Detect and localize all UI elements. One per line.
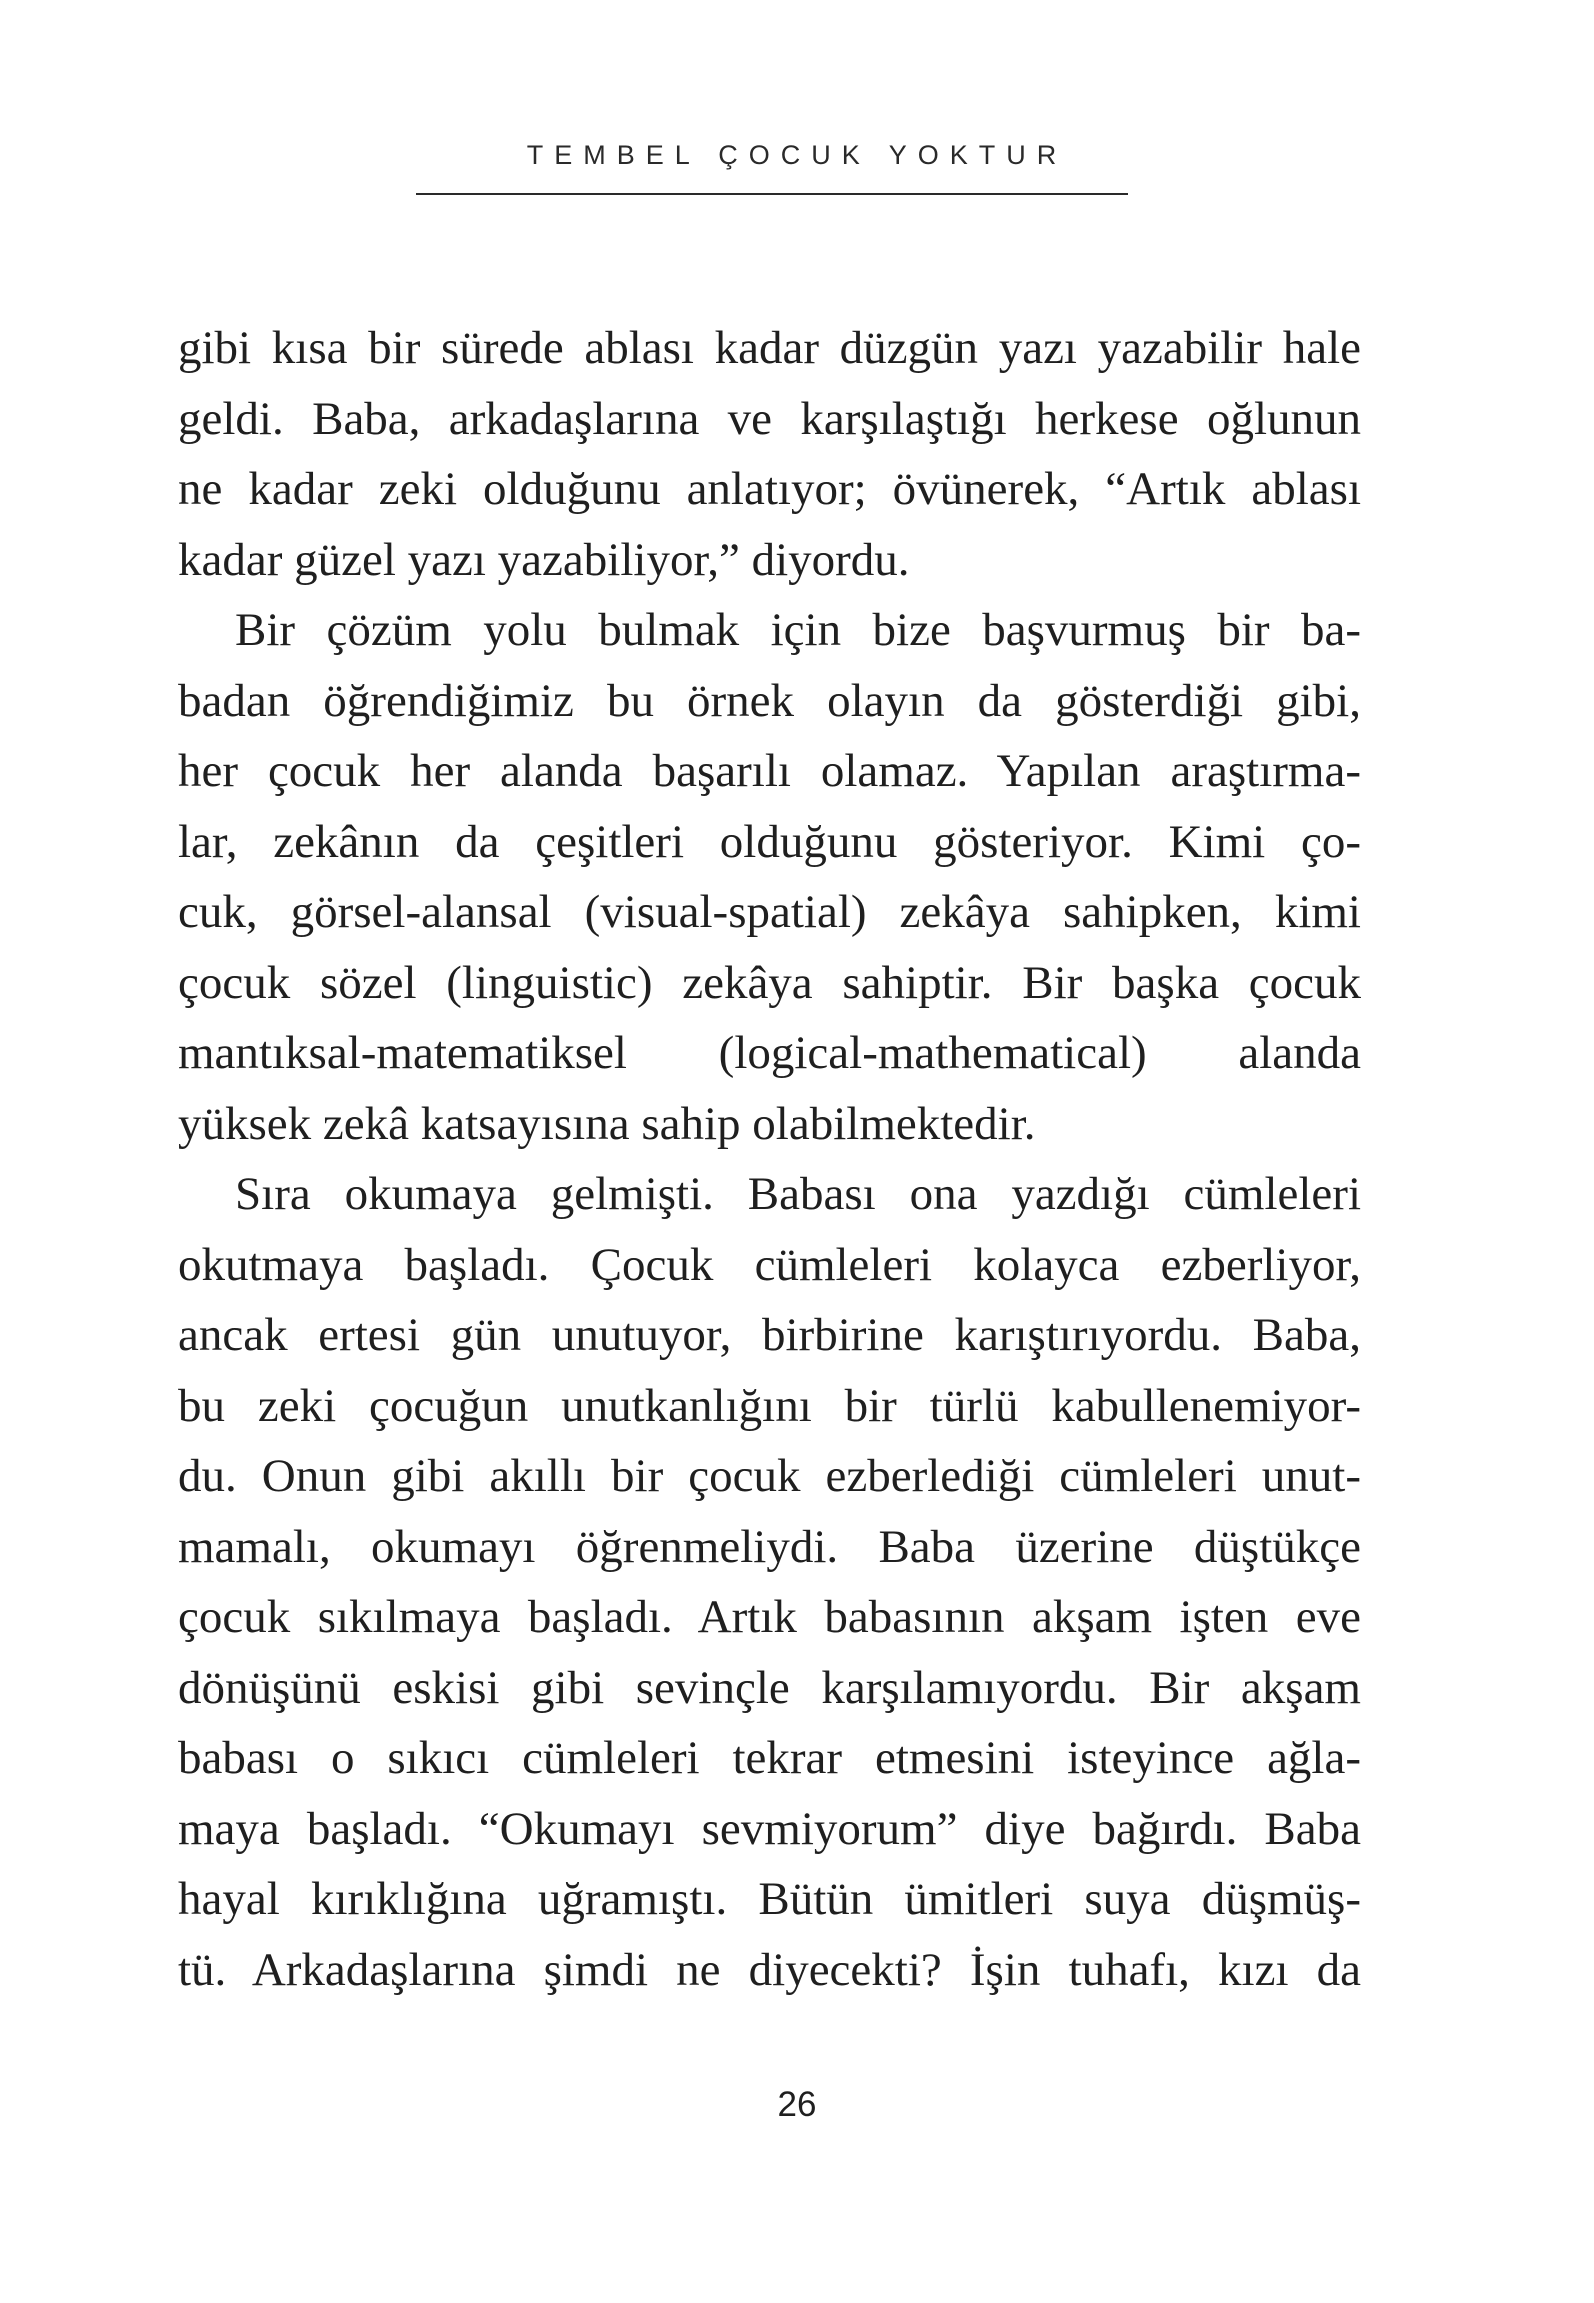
text-line: çocuk sözel (linguistic) zekâya sahiptir. Bir başka çocuk [178, 956, 1361, 1009]
text-line: mamalı, okumayı öğrenmeliydi. Baba üzerine düştükçe [178, 1520, 1361, 1573]
text-line: gibi kısa bir sürede ablası kadar düzgün yazı yazabilir hale [178, 322, 1361, 374]
text-line: okutmaya başladı. Çocuk cümleleri kolayca ezberliyor, [178, 1238, 1361, 1291]
text-line: badan öğrendiğimiz bu örnek olayın da gösterdiği gibi, [178, 674, 1361, 727]
text-line: Sıra okumaya gelmişti. Babası ona yazdığı cümleleri [235, 1168, 1361, 1220]
text-line: Bir çözüm yolu bulmak için bize başvurmuş bir ba- [235, 604, 1361, 656]
text-line: geldi. Baba, arkadaşlarına ve karşılaştığı herkese oğlunun [178, 392, 1361, 445]
text-line: cuk, görsel-alansal (visual-spatial) zekâya sahipken, kimi [178, 886, 1361, 938]
text-line: ne kadar zeki olduğunu anlatıyor; övünerek, “Artık ablası [178, 463, 1361, 515]
text-line: her çocuk her alanda başarılı olamaz. Yapılan araştırma- [178, 745, 1361, 797]
text-line: çocuk sıkılmaya başladı. Artık babasının akşam işten eve [178, 1591, 1361, 1643]
text-line: mantıksal-matematiksel (logical-mathematical) alanda [178, 1027, 1361, 1079]
paragraph [178, 1159, 1361, 2005]
page-number: 26 [777, 2085, 817, 2124]
text-line: du. Onun gibi akıllı bir çocuk ezberlediği cümleleri unut- [178, 1450, 1361, 1502]
text-line: tü. Arkadaşlarına şimdi ne diyecekti? İşin tuhafı, kızı da [178, 1943, 1361, 1996]
text-line: dönüşünü eskisi gibi sevinçle karşılamıyordu. Bir akşam [178, 1661, 1361, 1714]
paragraph [178, 313, 1361, 595]
text-line: lar, zekânın da çeşitleri olduğunu gösteriyor. Kimi ço- [178, 815, 1361, 868]
text-line: ancak ertesi gün unutuyor, birbirine karıştırıyordu. Baba, [178, 1309, 1361, 1361]
text-line: babası o sıkıcı cümleleri tekrar etmesini isteyince ağla- [178, 1732, 1361, 1784]
text-line: bu zeki çocuğun unutkanlığını bir türlü kabullenemiyor- [178, 1379, 1361, 1432]
text-line: hayal kırıklığına uğramıştı. Bütün ümitleri suya düşmüş- [178, 1873, 1361, 1925]
text-line: maya başladı. “Okumayı sevmiyorum” diye bağırdı. Baba [178, 1802, 1361, 1855]
body-text [178, 313, 1361, 2005]
header-rule [416, 193, 1128, 195]
paragraph [178, 595, 1361, 1159]
text-line: kadar güzel yazı yazabiliyor,” diyordu. [178, 533, 910, 586]
running-head: TEMBEL ÇOCUK YOKTUR [526, 140, 1068, 170]
text-line: yüksek zekâ katsayısına sahip olabilmektedir. [178, 1097, 1036, 1150]
